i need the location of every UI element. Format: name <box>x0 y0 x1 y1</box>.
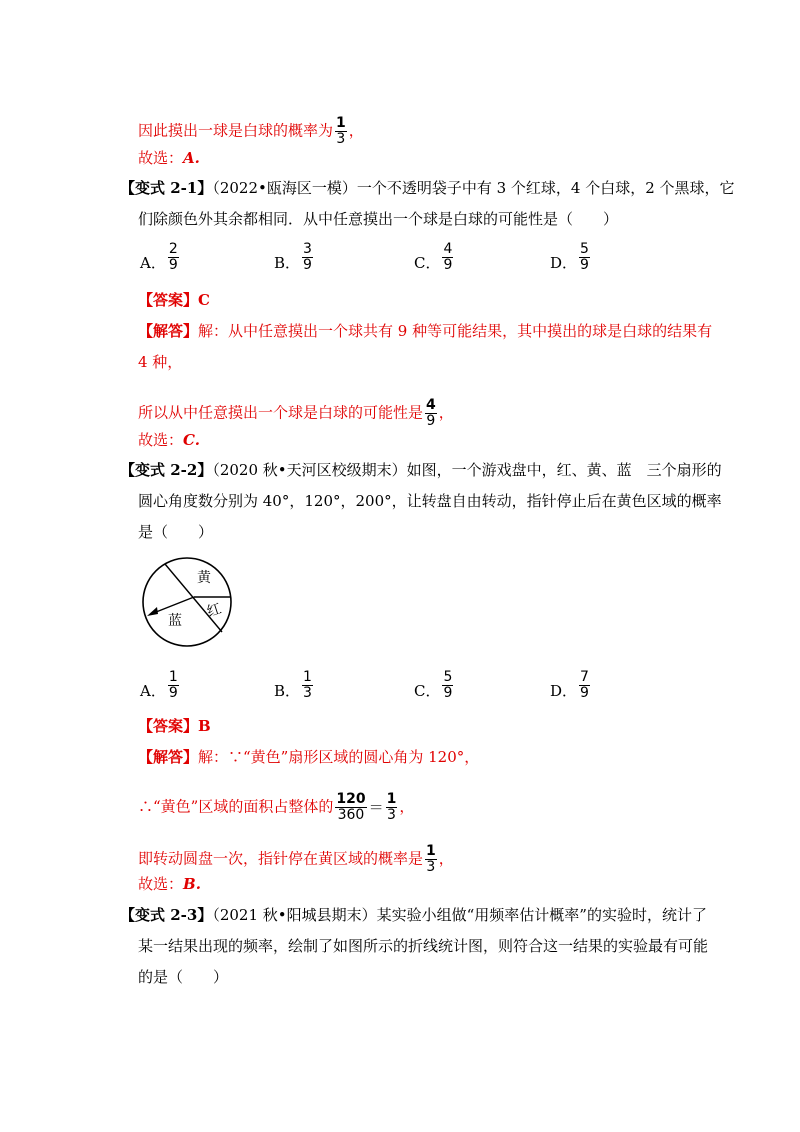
option-label: D． <box>550 254 578 272</box>
fraction-numerator: 5 <box>443 669 453 685</box>
fraction <box>335 116 347 147</box>
question-text: （2020 秋•天河区校级期末）如图，一个游戏盘中，红、黄、蓝 三个扇形的 <box>212 461 722 479</box>
punctuation: ， <box>438 403 454 422</box>
choose-end: . <box>194 149 200 167</box>
choose-end: . <box>195 875 201 893</box>
question-tag: 【变式 2-3】 <box>120 906 213 924</box>
q21-option-c <box>414 242 455 273</box>
answer-value: C <box>198 291 210 309</box>
answer-tag: 【答案】 <box>138 717 199 735</box>
punctuation: ， <box>348 121 364 140</box>
q22-option-d <box>550 670 592 701</box>
q23-stem-line1 <box>120 905 707 925</box>
fraction-numerator: 4 <box>443 241 453 257</box>
q22-solution-line1 <box>138 747 479 767</box>
fraction-denominator: 9 <box>426 413 436 429</box>
q21-solution-line1 <box>138 321 712 341</box>
fraction-numerator: 1 <box>303 669 312 685</box>
option-label: B． <box>274 682 301 700</box>
fraction-denominator: 360 <box>337 807 365 823</box>
question-text: 们除颜色外其余都相同．从中任意摸出一个球是白球的可能性是（ ） <box>138 210 619 228</box>
choose-prefix: 故选： <box>138 875 184 893</box>
spinner-label-red: 红 <box>205 600 224 621</box>
q22-choose-line <box>138 874 201 894</box>
q22-stem-line3 <box>138 522 213 542</box>
q22-stem-line1 <box>120 460 722 480</box>
fraction-denominator: 9 <box>168 685 178 701</box>
choose-letter: A <box>183 149 195 167</box>
option-fraction <box>579 242 590 273</box>
option-fraction <box>168 670 179 701</box>
q22-stem-line2 <box>138 491 722 511</box>
spinner-figure <box>138 552 238 652</box>
answer-tag: 【答案】 <box>138 291 199 309</box>
fraction <box>386 792 398 823</box>
q23-stem-line3 <box>138 967 228 987</box>
fraction-numerator: 1 <box>168 669 178 685</box>
spinner-label-yellow: 黄 <box>197 570 211 586</box>
question-tag: 【变式 2-2】 <box>120 461 213 479</box>
choose-letter: C <box>183 431 195 449</box>
q21-answer <box>138 290 210 310</box>
prev-solution-line <box>138 116 364 147</box>
fraction <box>335 792 366 823</box>
q21-option-a <box>140 242 181 273</box>
fraction-numerator: 1 <box>386 791 397 807</box>
q22-option-c <box>414 670 455 701</box>
solution-tag: 【解答】 <box>138 322 199 340</box>
q21-stem-line1 <box>120 178 735 198</box>
punctuation: ， <box>438 849 454 868</box>
fraction-denominator: 3 <box>336 131 346 147</box>
question-text: 的是（ ） <box>138 968 229 986</box>
question-tag: 【变式 2-1】 <box>120 179 213 197</box>
fraction <box>425 844 437 875</box>
option-label: C． <box>414 254 441 272</box>
q22-option-a <box>140 670 181 701</box>
fraction-denominator: 3 <box>387 807 396 823</box>
question-text: 某一结果出现的频率，绘制了如图所示的折线统计图，则符合这一结果的实验最有可能 <box>138 937 709 955</box>
fraction-numerator: 1 <box>336 115 346 131</box>
question-text: （2022•瓯海区一模）一个不透明袋子中有 3 个红球，4 个白球，2 个黑球，它 <box>212 179 735 197</box>
fraction-numerator: 3 <box>303 241 312 257</box>
fraction-denominator: 9 <box>443 685 453 701</box>
solution-text: ∴“黄色”区域的面积占整体的 <box>138 797 334 816</box>
fraction-numerator: 5 <box>580 241 589 257</box>
choose-prefix: 故选： <box>138 431 184 449</box>
prev-solution-text: 因此摸出一球是白球的概率为 <box>138 121 334 140</box>
spinner-label-blue: 蓝 <box>168 613 182 629</box>
question-text: 是（ ） <box>138 523 214 541</box>
question-text: 圆心角度数分别为 40°，120°，200°，让转盘自由转动，指针停止后在黄色区域的概率 <box>138 492 722 510</box>
q21-option-d <box>550 242 592 273</box>
q22-answer <box>138 716 211 736</box>
solution-text: 即转动圆盘一次，指针停在黄区域的概率是 <box>138 849 424 868</box>
solution-text: 所以从中任意摸出一个球是白球的可能性是 <box>138 403 424 422</box>
solution-text: 解：∵“黄色”扇形区域的圆心角为 120°， <box>198 748 480 766</box>
solution-text: 解：从中任意摸出一个球共有 9 种等可能结果，其中摸出的球是白球的结果有 <box>198 322 713 340</box>
q23-stem-line2 <box>138 936 708 956</box>
option-fraction <box>442 670 453 701</box>
option-fraction <box>442 242 453 273</box>
choose-letter: B <box>183 875 196 893</box>
fraction-numerator: 2 <box>168 241 178 257</box>
fraction <box>425 398 437 429</box>
option-fraction <box>302 242 313 273</box>
fraction-denominator: 9 <box>443 257 453 273</box>
fraction-numerator: 120 <box>336 791 366 807</box>
fraction-numerator: 7 <box>580 669 589 685</box>
q21-option-b <box>274 242 315 273</box>
option-label: A． <box>140 254 166 272</box>
fraction-denominator: 9 <box>580 685 589 701</box>
q21-solution-line3 <box>138 398 454 429</box>
fraction-numerator: 4 <box>426 397 436 413</box>
fraction-numerator: 1 <box>426 843 436 859</box>
answer-value: B <box>198 717 211 735</box>
fraction-denominator: 9 <box>303 257 312 273</box>
q22-solution-line3 <box>138 844 454 875</box>
choose-prefix: 故选： <box>138 149 184 167</box>
option-label: B． <box>274 254 301 272</box>
solution-tag: 【解答】 <box>138 748 199 766</box>
option-label: C． <box>414 682 441 700</box>
q22-option-b <box>274 670 315 701</box>
fraction-denominator: 3 <box>303 685 312 701</box>
fraction-denominator: 3 <box>426 859 436 875</box>
option-fraction <box>579 670 590 701</box>
fraction-denominator: 9 <box>168 257 178 273</box>
question-text: （2021 秋•阳城县期末）某实验小组做“用频率估计概率”的实验时，统计了 <box>212 906 707 924</box>
fraction-denominator: 9 <box>580 257 589 273</box>
punctuation: ， <box>399 797 415 816</box>
option-label: D． <box>550 682 578 700</box>
option-fraction <box>168 242 179 273</box>
choose-end: . <box>194 431 200 449</box>
q22-solution-line2 <box>138 792 414 823</box>
option-fraction <box>302 670 313 701</box>
prev-choose-line <box>138 148 200 168</box>
q21-stem-line2 <box>138 209 618 229</box>
q21-solution-line2 <box>138 352 182 372</box>
option-label: A． <box>140 682 166 700</box>
q21-choose-line <box>138 430 200 450</box>
solution-text: 4 种， <box>138 353 183 371</box>
equals-sign: ＝ <box>368 798 384 817</box>
